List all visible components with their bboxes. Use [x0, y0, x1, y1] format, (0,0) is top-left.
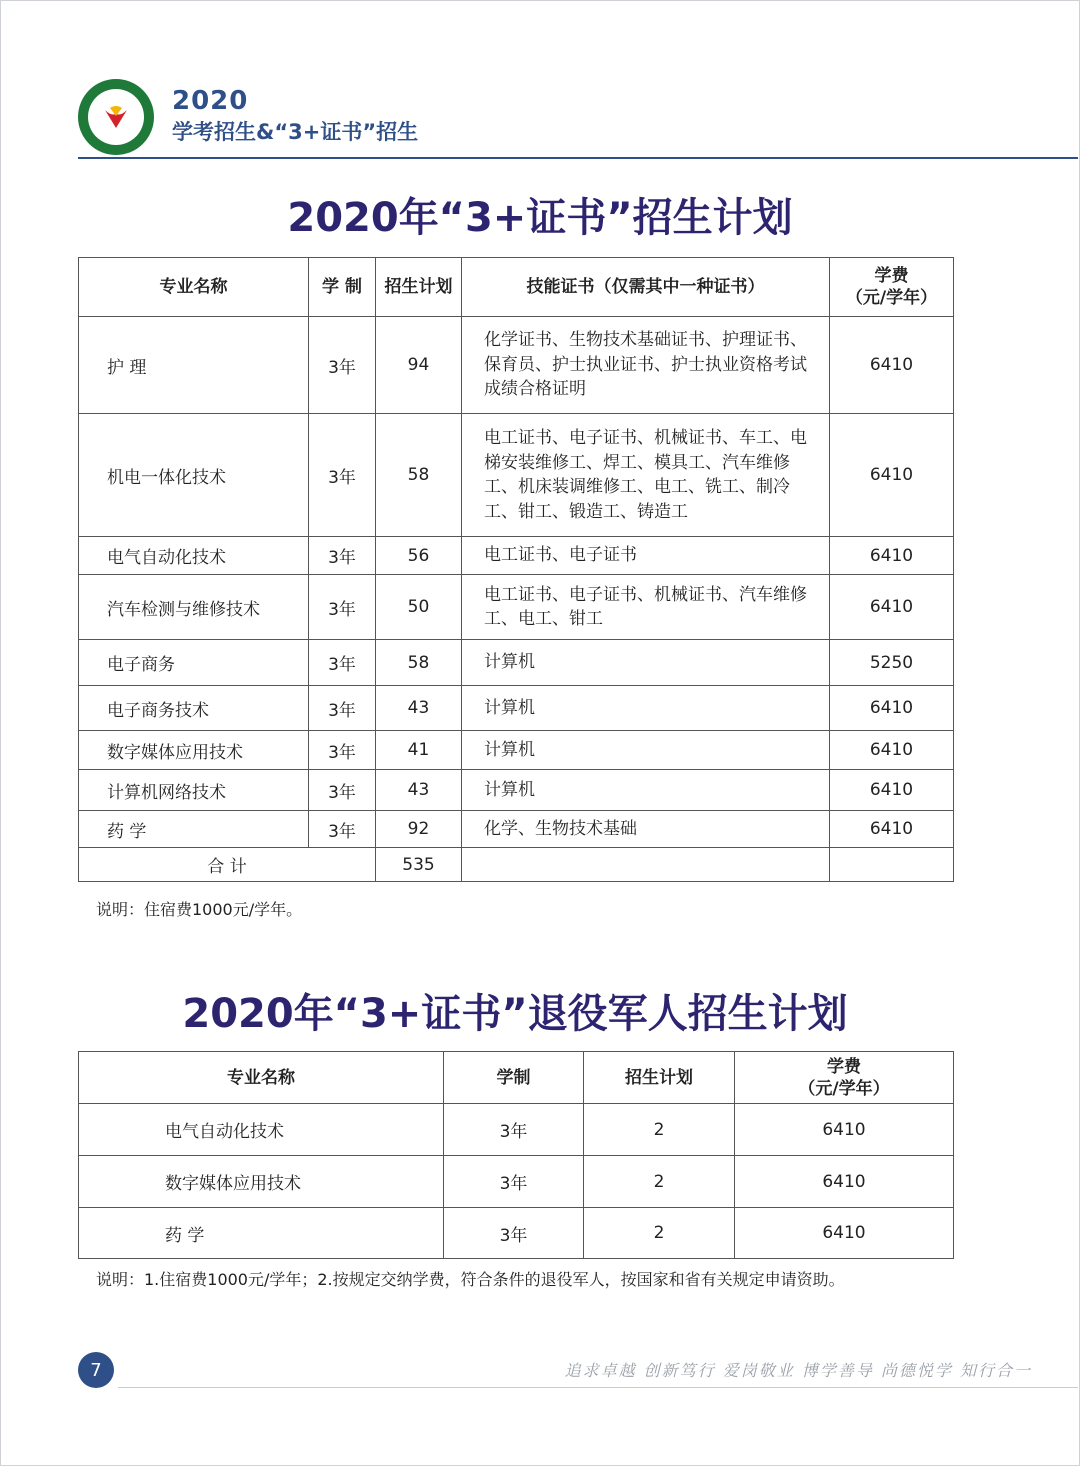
empty-cell [830, 848, 954, 882]
fee-cell: 6410 [735, 1156, 954, 1208]
table1-title: 2020年“3+证书”招生计划 [287, 195, 793, 241]
table-row [79, 575, 954, 640]
empty-cell [462, 848, 830, 882]
fee-cell: 6410 [735, 1208, 954, 1259]
table-row [79, 414, 954, 537]
fee-cell: 6410 [735, 1104, 954, 1156]
col-cert: 技能证书（仅需其中一种证书） [462, 258, 830, 317]
footer-motto: 追求卓越 创新笃行 爱岗敬业 博学善导 尚德悦学 知行合一 [564, 1361, 1032, 1380]
total-value: 535 [376, 848, 462, 882]
major-cell: 电气自动化技术 [79, 537, 309, 575]
table-row [79, 317, 954, 414]
cert-cell: 计算机 [462, 686, 830, 731]
duration-cell: 3年 [309, 414, 376, 537]
fee-cell: 6410 [830, 414, 954, 537]
veteran-enrollment-table [78, 1051, 954, 1259]
duration-cell: 3年 [309, 686, 376, 731]
cert-cell: 计算机 [462, 731, 830, 770]
major-cell: 计算机网络技术 [79, 770, 309, 811]
footer-divider [118, 1387, 1078, 1388]
table2-title: 2020年“3+证书”退役军人招生计划 [182, 991, 848, 1037]
cert-cell: 电工证书、电子证书、机械证书、汽车维修工、电工、钳工 [462, 575, 830, 640]
major-cell: 数字媒体应用技术 [79, 1156, 444, 1208]
plan-cell: 50 [376, 575, 462, 640]
major-cell: 药 学 [79, 1208, 444, 1259]
table2-header-row [79, 1052, 954, 1104]
table-row [79, 731, 954, 770]
plan-cell: 58 [376, 414, 462, 537]
header-subtitle: 学考招生&“3+证书”招生 [172, 120, 419, 144]
plan-cell: 41 [376, 731, 462, 770]
table1-header-row [79, 258, 954, 317]
plan-cell: 58 [376, 640, 462, 686]
total-row [79, 848, 954, 882]
plan-cell: 43 [376, 686, 462, 731]
duration-cell: 3年 [309, 770, 376, 811]
plan-cell: 2 [584, 1104, 735, 1156]
major-cell: 电子商务技术 [79, 686, 309, 731]
fee-cell: 6410 [830, 811, 954, 848]
header-divider [78, 157, 1078, 159]
cert-cell: 电工证书、电子证书 [462, 537, 830, 575]
col-plan: 招生计划 [376, 258, 462, 317]
fee-cell: 6410 [830, 770, 954, 811]
total-label: 合 计 [79, 848, 376, 882]
duration-cell: 3年 [444, 1208, 584, 1259]
col-plan: 招生计划 [584, 1052, 735, 1104]
col-major: 专业名称 [79, 258, 309, 317]
plan-cell: 92 [376, 811, 462, 848]
major-cell: 数字媒体应用技术 [79, 731, 309, 770]
duration-cell: 3年 [309, 640, 376, 686]
table-row [79, 770, 954, 811]
fee-cell: 5250 [830, 640, 954, 686]
duration-cell: 3年 [309, 537, 376, 575]
col-fee: 学费 （元/学年） [735, 1052, 954, 1104]
fee-cell: 6410 [830, 731, 954, 770]
cert-cell: 化学、生物技术基础 [462, 811, 830, 848]
fee-cell: 6410 [830, 537, 954, 575]
major-cell: 电子商务 [79, 640, 309, 686]
major-cell: 电气自动化技术 [79, 1104, 444, 1156]
duration-cell: 3年 [309, 811, 376, 848]
table-row [79, 811, 954, 848]
col-major: 专业名称 [79, 1052, 444, 1104]
cert-cell: 化学证书、生物技术基础证书、护理证书、保育员、护士执业证书、护士执业资格考试成绩合格证明 [462, 317, 830, 414]
plan-cell: 94 [376, 317, 462, 414]
header-year: 2020 [172, 86, 249, 116]
plan-cell: 56 [376, 537, 462, 575]
fee-cell: 6410 [830, 317, 954, 414]
plan-cell: 43 [376, 770, 462, 811]
table-row [79, 1104, 954, 1156]
duration-cell: 3年 [309, 575, 376, 640]
logo-emblem-icon [101, 102, 131, 132]
table2-note: 说明：1.住宿费1000元/学年；2.按规定交纳学费，符合条件的退役军人，按国家和省有关规定申请资助。 [96, 1270, 845, 1289]
col-duration: 学制 [444, 1052, 584, 1104]
fee-cell: 6410 [830, 686, 954, 731]
plan-cell: 2 [584, 1156, 735, 1208]
fee-cell: 6410 [830, 575, 954, 640]
page-number: 7 [78, 1352, 114, 1388]
table-row [79, 1208, 954, 1259]
table1-note: 说明：住宿费1000元/学年。 [96, 900, 303, 919]
duration-cell: 3年 [309, 731, 376, 770]
cert-cell: 计算机 [462, 770, 830, 811]
plan-cell: 2 [584, 1208, 735, 1259]
cert-cell: 电工证书、电子证书、机械证书、车工、电梯安装维修工、焊工、模具工、汽车维修工、机床装调维修工、电工、铣工、制冷工、钳工、锻造工、铸造工 [462, 414, 830, 537]
major-cell: 护 理 [79, 317, 309, 414]
col-fee: 学费 （元/学年） [830, 258, 954, 317]
duration-cell: 3年 [444, 1156, 584, 1208]
major-cell: 药 学 [79, 811, 309, 848]
cert-cell: 计算机 [462, 640, 830, 686]
duration-cell: 3年 [309, 317, 376, 414]
enrollment-plan-table [78, 257, 954, 882]
table-row [79, 1156, 954, 1208]
table-row [79, 640, 954, 686]
duration-cell: 3年 [444, 1104, 584, 1156]
table-row [79, 686, 954, 731]
col-duration: 学 制 [309, 258, 376, 317]
major-cell: 机电一体化技术 [79, 414, 309, 537]
school-logo [78, 79, 154, 155]
table-row [79, 537, 954, 575]
major-cell: 汽车检测与维修技术 [79, 575, 309, 640]
